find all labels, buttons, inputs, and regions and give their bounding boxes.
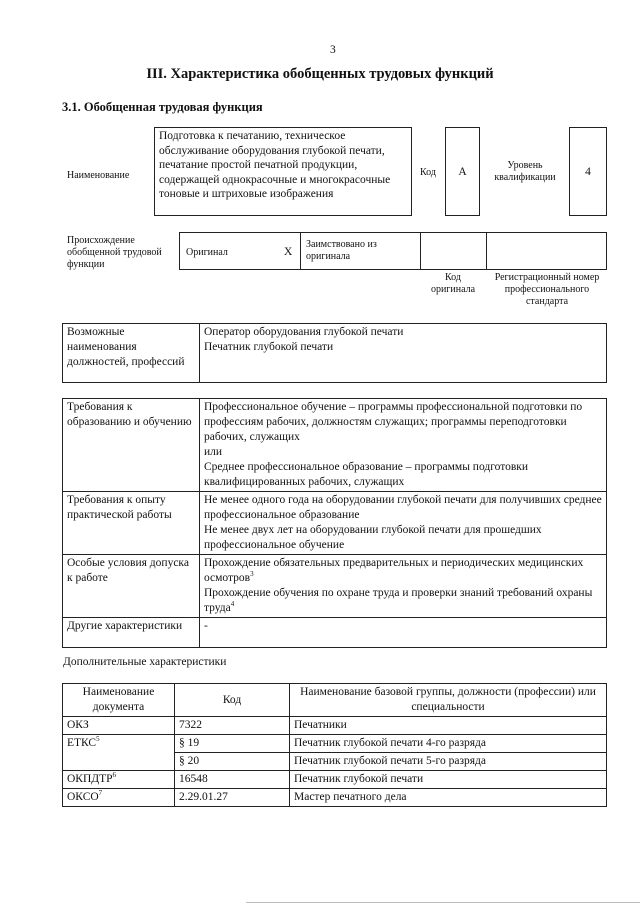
education-line: Среднее профессиональное образование – программы подготовки квалифицированных рабочих, служащих (204, 461, 529, 488)
row-name: Печатники (290, 717, 607, 735)
education-value (200, 399, 607, 492)
position-line: Оператор оборудования глубокой печати (204, 326, 404, 338)
position-line: Печатник глубокой печати (204, 341, 334, 353)
scan-edge (246, 902, 640, 903)
header-code: Код (175, 684, 290, 717)
origin-divider-2 (420, 232, 421, 270)
header-name: Наименование базовой группы, должности (профессии) или специальности (290, 684, 607, 717)
table-row (63, 735, 607, 753)
footnote-ref: 5 (96, 735, 100, 744)
row-doc: ЕТКС$^5$ (63, 735, 175, 771)
origin-divider-1 (300, 232, 301, 270)
header-document: Наименование документа (63, 684, 175, 717)
row-name: Печатник глубокой печати 4-го разряда (290, 735, 607, 753)
additional-table (62, 683, 607, 807)
row-name: Печатник глубокой печати (290, 771, 607, 789)
experience-line: Не менее двух лет на оборудовании глубокой печати для прошедших профессиональное обучение (204, 524, 542, 551)
code-original-caption: Код оригинала (430, 272, 476, 295)
row-doc: ОКПДТР$^6$ (63, 771, 175, 789)
additional-title: Дополнительные характеристики (63, 656, 227, 668)
row-name: Мастер печатного дела (290, 789, 607, 807)
subsection-title: 3.1. Обобщенная трудовая функция (62, 100, 263, 114)
other-label: Другие характеристики (63, 618, 200, 648)
original-label: Оригинал (186, 247, 228, 258)
admission-label: Особые условия допуска к работе (63, 555, 200, 618)
code-value-box (445, 127, 480, 216)
row-code: 7322 (175, 717, 290, 735)
education-label: Требования к образованию и обучению (63, 399, 200, 492)
function-name-value: Подготовка к печатанию, техническое обслуживание оборудования глубокой печати, печатание простой печатной продукции, содержащей однокрасочные и многокрасочные тоновые и штриховые изображения (159, 130, 391, 201)
footnote-ref: 6 (112, 771, 117, 780)
experience-label: Требования к опыту практической работы (63, 492, 200, 555)
origin-box (179, 232, 607, 270)
borrowed-label: Заимствовано из оригинала (306, 239, 377, 262)
table-row (63, 717, 607, 735)
footnote-ref: 7 (98, 789, 103, 798)
original-mark: X (284, 246, 293, 258)
other-value: - (200, 618, 607, 648)
positions-value (200, 324, 607, 383)
admission-line: Прохождение обучения по охране труда и проверки знаний требований охраны труда$^4$ (204, 587, 593, 614)
education-line: или (204, 446, 223, 458)
page-number: 3 (330, 44, 336, 56)
positions-table (62, 323, 607, 383)
name-label: Наименование (67, 170, 130, 181)
positions-label: Возможные наименования должностей, профессий (63, 324, 200, 383)
row-doc: ОКЗ (63, 717, 175, 735)
row-code: § 19 (175, 735, 290, 753)
row-code: 16548 (175, 771, 290, 789)
experience-value (200, 492, 607, 555)
footnote-ref: 3 (250, 570, 254, 579)
code-label: Код (420, 167, 436, 178)
row-code: § 20 (175, 753, 290, 771)
code-value: А (458, 166, 467, 178)
section-title: III. Характеристика обобщенных трудовых функций (146, 66, 494, 82)
education-line: Профессиональное обучение – программы профессиональной подготовки по профессиям рабочих, должностям служащих; программы переподготовки рабочих, служащих (204, 401, 583, 443)
origin-divider-3 (486, 232, 487, 270)
level-value-box (569, 127, 607, 216)
level-value: 4 (585, 166, 591, 178)
table-row (63, 789, 607, 807)
requirements-table (62, 398, 607, 648)
row-name: Печатник глубокой печати 5-го разряда (290, 753, 607, 771)
function-name-box (154, 127, 412, 216)
table-row (63, 771, 607, 789)
admission-line: Прохождение обязательных предварительных и периодических медицинских осмотров$^3$ (204, 557, 584, 584)
level-label: Уровень квалификации (494, 160, 556, 183)
reg-number-caption: Регистрационный номер профессионального стандарта (494, 272, 600, 307)
origin-label: Происхождение обобщенной трудовой функции (67, 235, 162, 270)
experience-line: Не менее одного года на оборудовании глубокой печати для получивших среднее профессиональное образование (204, 494, 602, 521)
footnote-ref: 4 (230, 600, 235, 609)
row-doc: ОКСО$^7$ (63, 789, 175, 807)
row-code: 2.29.01.27 (175, 789, 290, 807)
admission-value (200, 555, 607, 618)
